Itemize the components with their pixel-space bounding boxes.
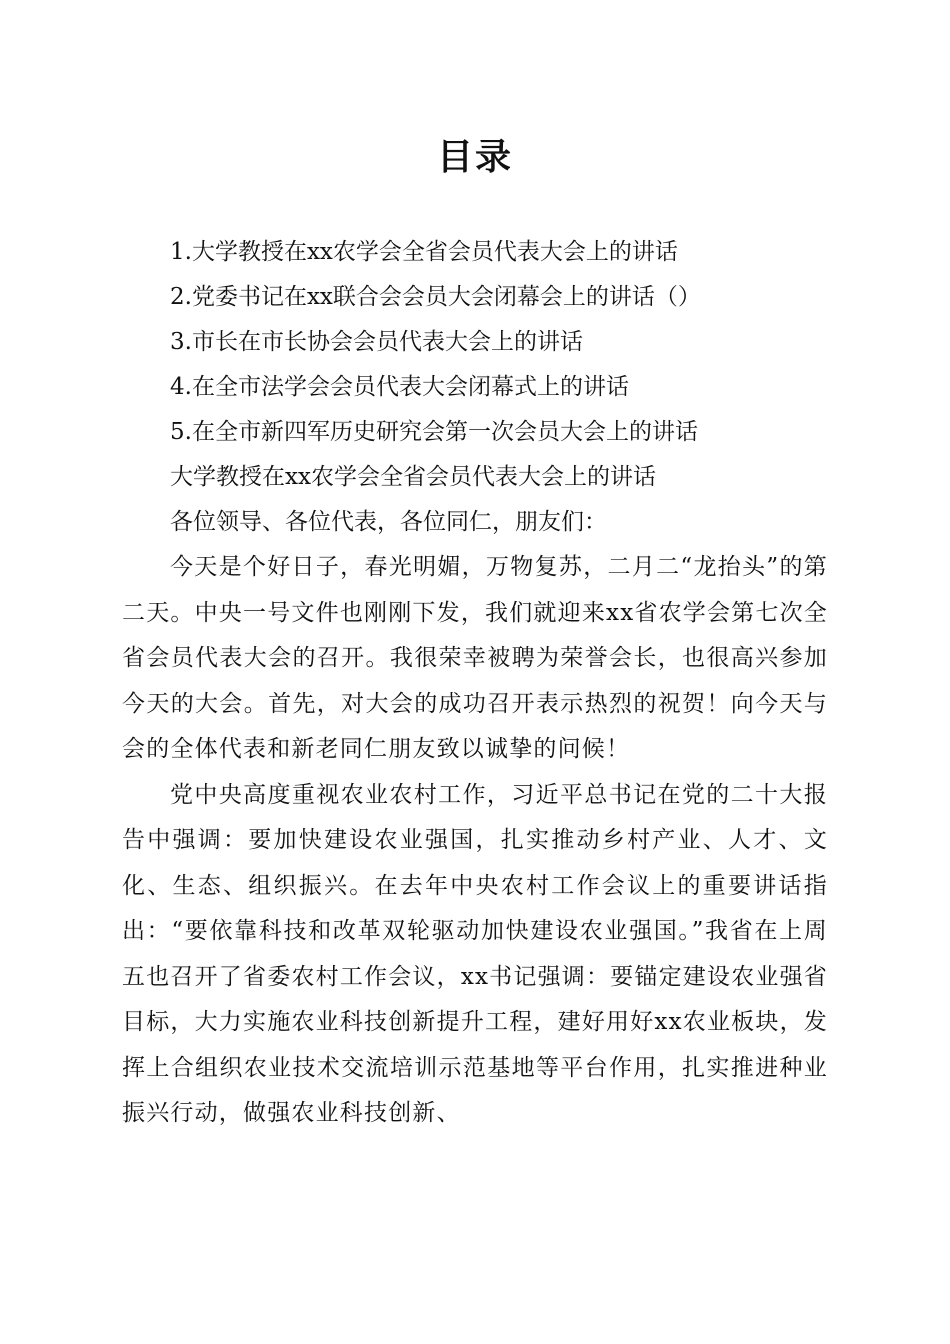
speech-title: 大学教授在xx农学会全省会员代表大会上的讲话 — [170, 464, 656, 490]
toc-item-5: 5.在全市新四军历史研究会第一次会员大会上的讲话 — [170, 419, 698, 445]
toc-item-2: 2.党委书记在xx联合会会员大会闭幕会上的讲话（） — [170, 284, 701, 310]
document-body — [122, 230, 828, 1137]
paragraph-2: 党中央高度重视农业农村工作，习近平总书记在党的二十大报告中强调：要加快建设农业强国，扎实推动乡村产业、人才、文化、生态、组织振兴。在去年中央农村工作会议上的重要讲话指出：“要依靠科技和改革双轮驱动加快建设农业强国。”我省在上周五也召开了省委农村工作会议，xx书记强调：要锚定建设农业强省目标，大力实施农业科技创新提升工程，建好用好xx农业板块，发挥上合组织农业技术交流培训示范基地等平台作用，扎实推进种业振兴行动，做强农业科技创新、 — [122, 781, 828, 1126]
page-title: 目录 — [436, 136, 513, 178]
toc-item-4: 4.在全市法学会会员代表大会闭幕式上的讲话 — [170, 374, 629, 400]
paragraph-1: 今天是个好日子，春光明媚，万物复苏，二月二“龙抬头”的第二天。中央一号文件也刚刚下发，我们就迎来xx省农学会第七次全省会员代表大会的召开。我很荣幸被聘为荣誉会长，也很高兴参加今天的大会。首先，对大会的成功召开表示热烈的祝贺！向今天与会的全体代表和新老同仁朋友致以诚挚的问候！ — [122, 554, 828, 762]
salutation: 各位领导、各位代表，各位同仁，朋友们： — [170, 509, 607, 535]
toc-item-3: 3.市长在市长协会会员代表大会上的讲话 — [170, 329, 583, 355]
toc-item-1: 1.大学教授在xx农学会全省会员代表大会上的讲话 — [170, 239, 678, 265]
